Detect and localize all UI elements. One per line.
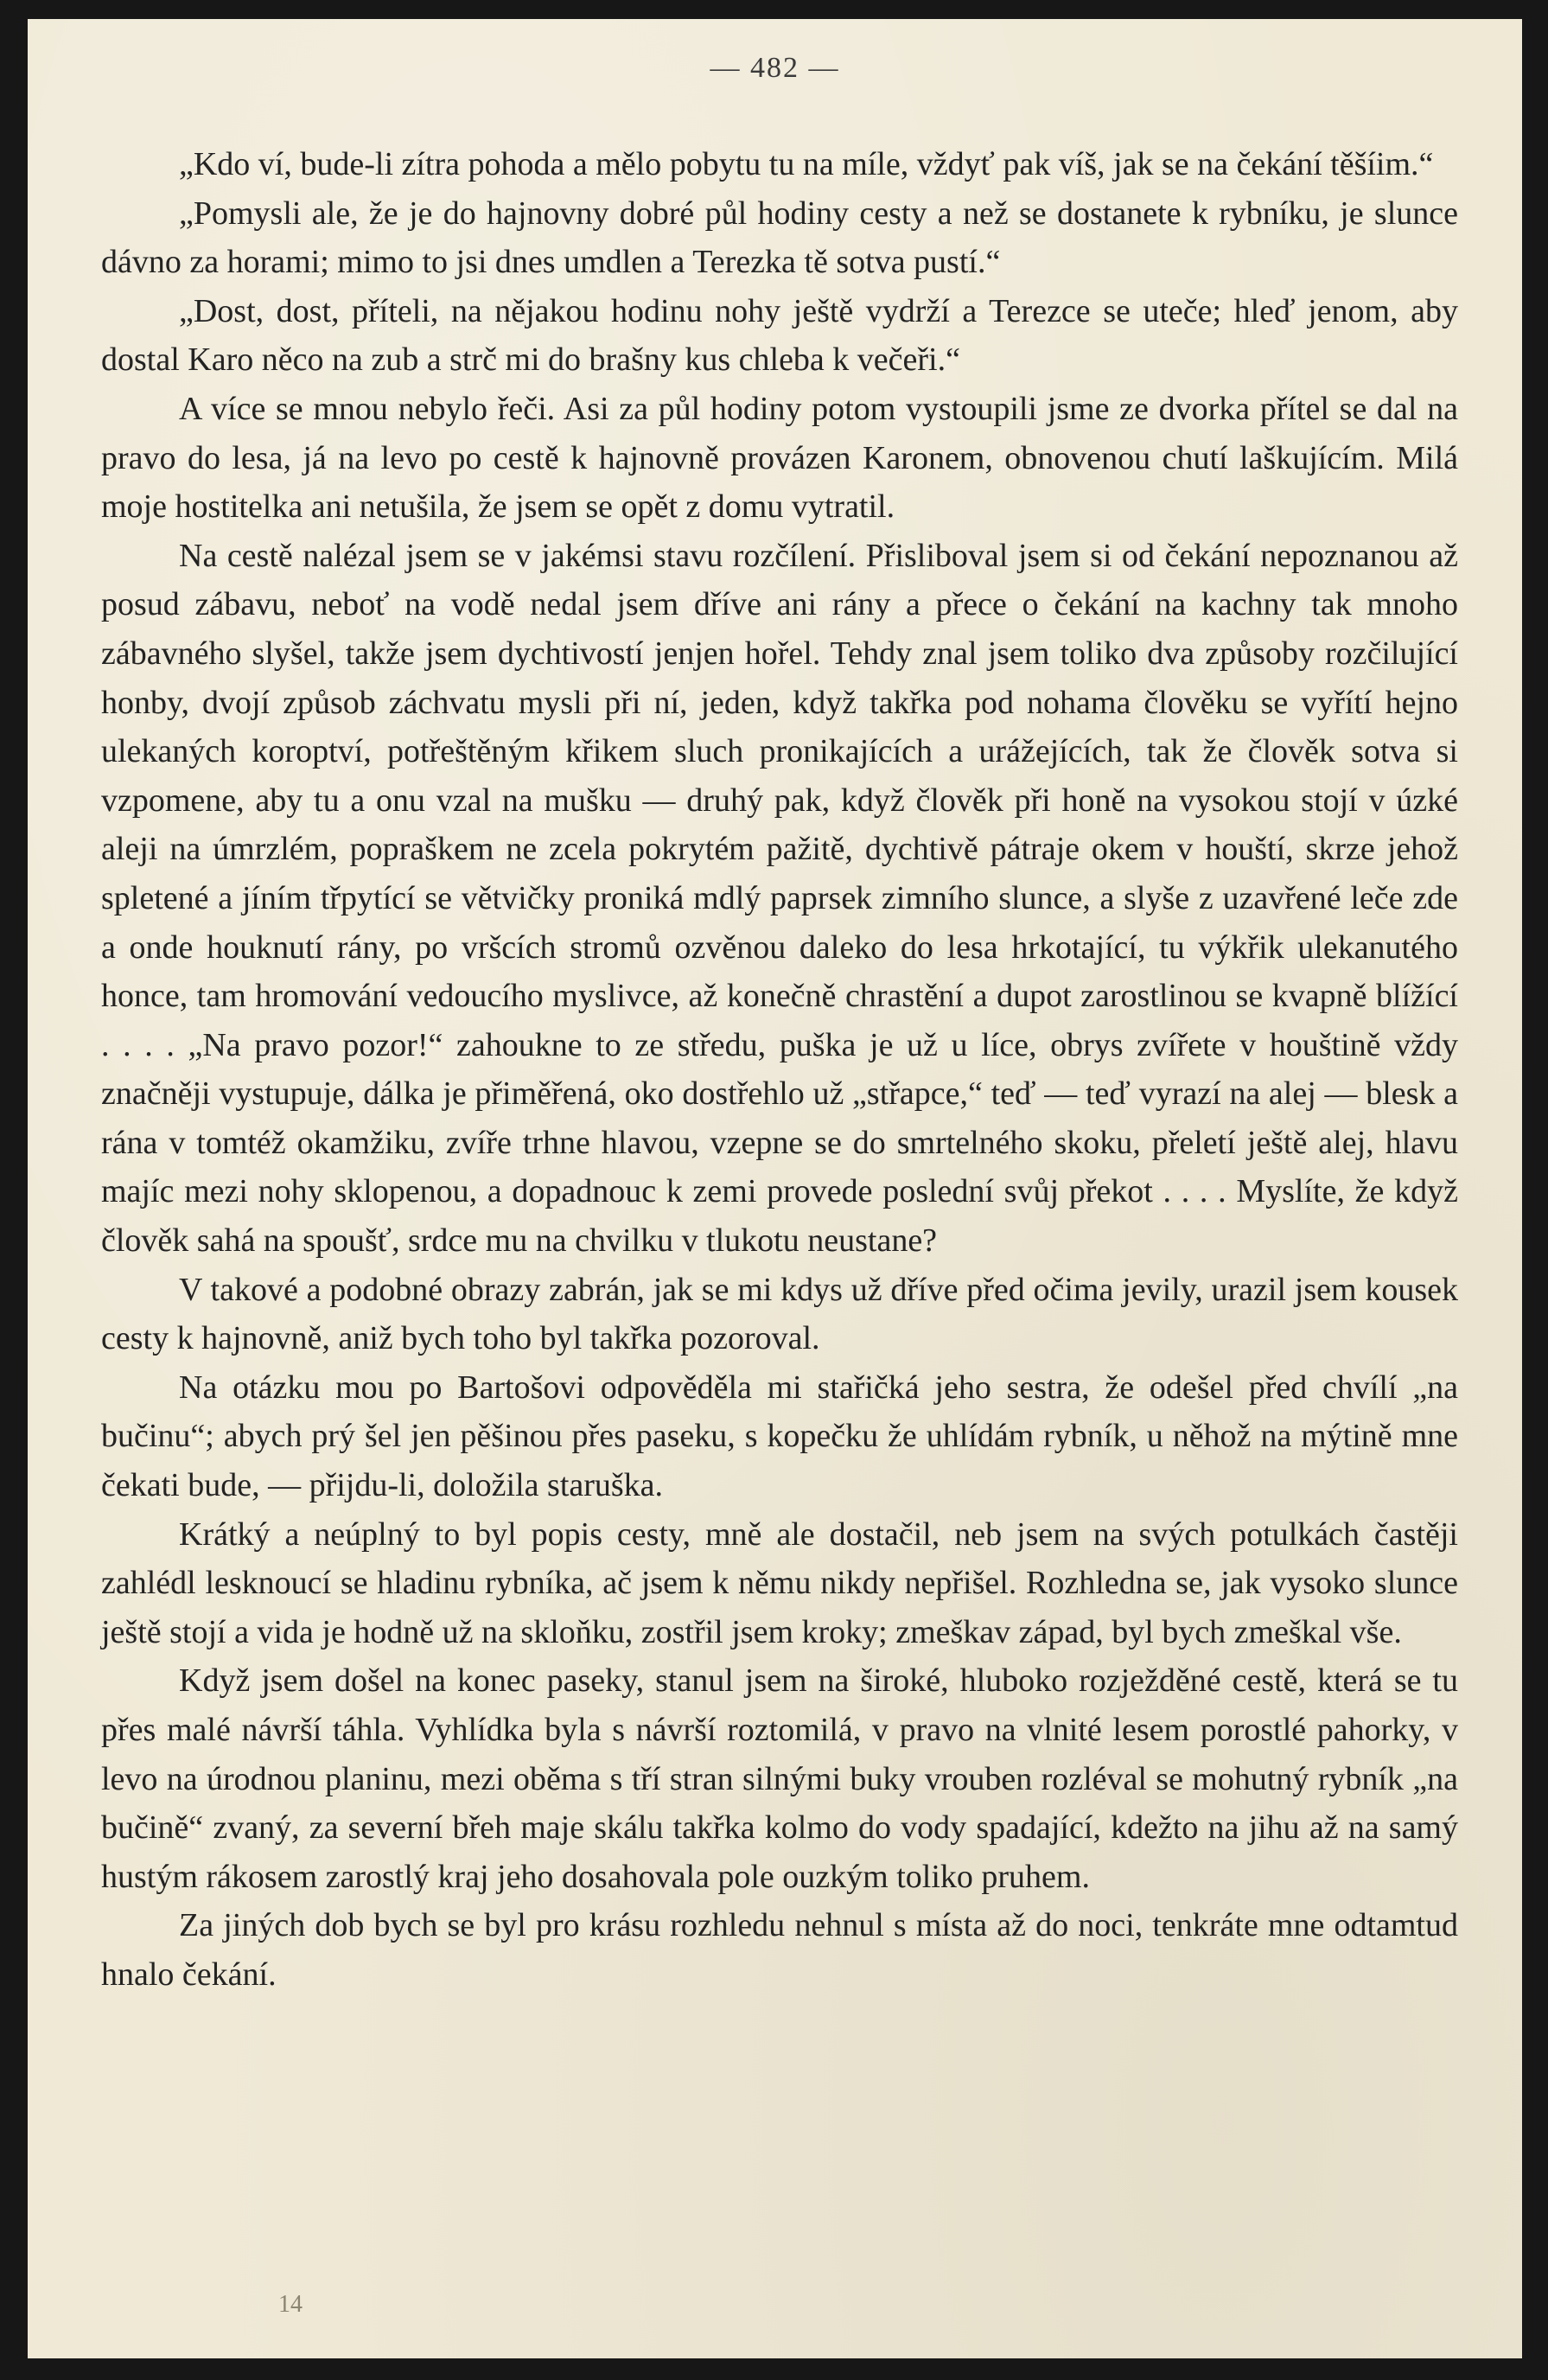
paragraph: „Dost, dost, příteli, na nějakou hodinu nohy ještě vydrží a Terezce se uteče; hleď jenom, aby dostal Karo něco na zub a strč mi do brašny kus chleba k večeři.“ <box>101 292 1458 379</box>
page-number: — 482 — <box>710 52 840 84</box>
paragraph: A více se mnou nebylo řeči. Asi za půl hodiny potom vystoupili jsme ze dvorka přítel se dal na pravo do lesa, já na levo po cestě k hajnovně provázen Karonem, obnovenou chutí laškujícím. Milá moje hostitelka ani netušila, že jsem se opět z domu vytratil. <box>101 390 1458 526</box>
body-text <box>101 140 1458 2000</box>
paragraph: V takové a podobné obrazy zabrán, jak se mi kdys už dříve před očima jevily, urazil jsem kousek cesty k hajnovně, aniž bych toho byl takřka pozoroval. <box>101 1271 1458 1357</box>
paragraph: Na cestě nalézal jsem se v jakémsi stavu rozčílení. Přisliboval jsem si od čekání nepoznanou až posud zábavu, neboť na vodě nedal jsem dříve ani rány a přece o čekání na kachny tak mnoho zábavného slyšel, takže jsem dychtivostí jenjen hořel. Tehdy znal jsem toliko dva způsoby rozčilující honby, dvojí způsob záchvatu mysli při ní, jeden, když takřka pod nohama člověku se vyřítí hejno ulekaných koroptví, potřeštěným křikem sluch pronikajících a urážejících, tak že člověk sotva si vzpomene, aby tu a onu vzal na mušku — druhý pak, když člověk při honě na vysokou stojí v úzké aleji na úmrzlém, popraškem ne zcela pokrytém pažitě, dychtivě pátraje okem v houští, skrze jehož spletené a jíním třpytící se větvičky proniká mdlý paprsek zimního slunce, a slyše z uzavřené leče zde a onde houknutí rány, po vršcích stromů ozvěnou daleko do lesa hrkotající, tu výkřik ulekanutého honce, tam hromování vedoucího myslivce, až konečně chrastění a dupot zarostlinou se kvapně blížící . . . . „Na pravo pozor!“ zahoukne to ze středu, puška je už u líce, obrys zvířete v houštině vždy značněji vystupuje, dálka je přiměřená, oko dostřehlo už „střapce,“ teď — teď vyrazí na alej — blesk a rána v tomtéž okamžiku, zvíře trhne hlavou, vzepne se do smrtelného skoku, přeletí ještě alej, hlavu majíc mezi nohy sklopenou, a dopadnouc k zemi provede poslední svůj překot . . . . Myslíte, že když člověk sahá na spoušť, srdce mu na chvilku v tlukotu neustane? <box>101 537 1458 1260</box>
paragraph: „Kdo ví, bude-li zítra pohoda a mělo pobytu tu na míle, vždyť pak víš, jak se na čekání těšíim.“ <box>179 146 1434 182</box>
signature-mark: 14 <box>278 2291 303 2318</box>
paragraph: Za jiných dob bych se byl pro krásu rozhledu nehnul s místa až do noci, tenkráte mne odtamtud hnalo čekání. <box>101 1907 1458 1993</box>
paragraph: Krátký a neúplný to byl popis cesty, mně ale dostačil, neb jsem na svých potulkách častěji zahlédl lesknoucí se hladinu rybníka, ač jsem k němu nikdy nepřišel. Rozhledna se, jak vysoko slunce ještě stojí a vida je hodně už na skloňku, zostřil jsem kroky; zmeškav západ, byl bych zmeškal vše. <box>101 1515 1458 1650</box>
paragraph: „Pomysli ale, že je do hajnovny dobré půl hodiny cesty a než se dostanete k rybníku, je slunce dávno za horami; mimo to jsi dnes umdlen a Terezka tě sotva pustí.“ <box>101 195 1458 281</box>
paragraph: Když jsem došel na konec paseky, stanul jsem na široké, hluboko rozježděné cestě, která se tu přes malé návrší táhla. Vyhlídka byla s návrší roztomilá, v pravo na vlnité lesem porostlé pahorky, v levo na úrodnou planinu, mezi oběma s tří stran silnými buky vrouben rozléval se mohutný rybník „na bučině“ zvaný, za severní břeh maje skálu takřka kolmo do vody spadající, kdežto na jihu až na samý hustým rákosem zarostlý kraj jeho dosahovala pole ouzkým toliko pruhem. <box>101 1662 1458 1895</box>
book-page <box>28 19 1522 2358</box>
paragraph: Na otázku mou po Bartošovi odpověděla mi stařičká jeho sestra, že odešel před chvílí „na bučinu“; abych prý šel jen pěšinou přes paseku, s kopečku že uhlídám rybník, u něhož na mýtině mne čekati bude, — přijdu-li, doložila staruška. <box>101 1369 1458 1504</box>
